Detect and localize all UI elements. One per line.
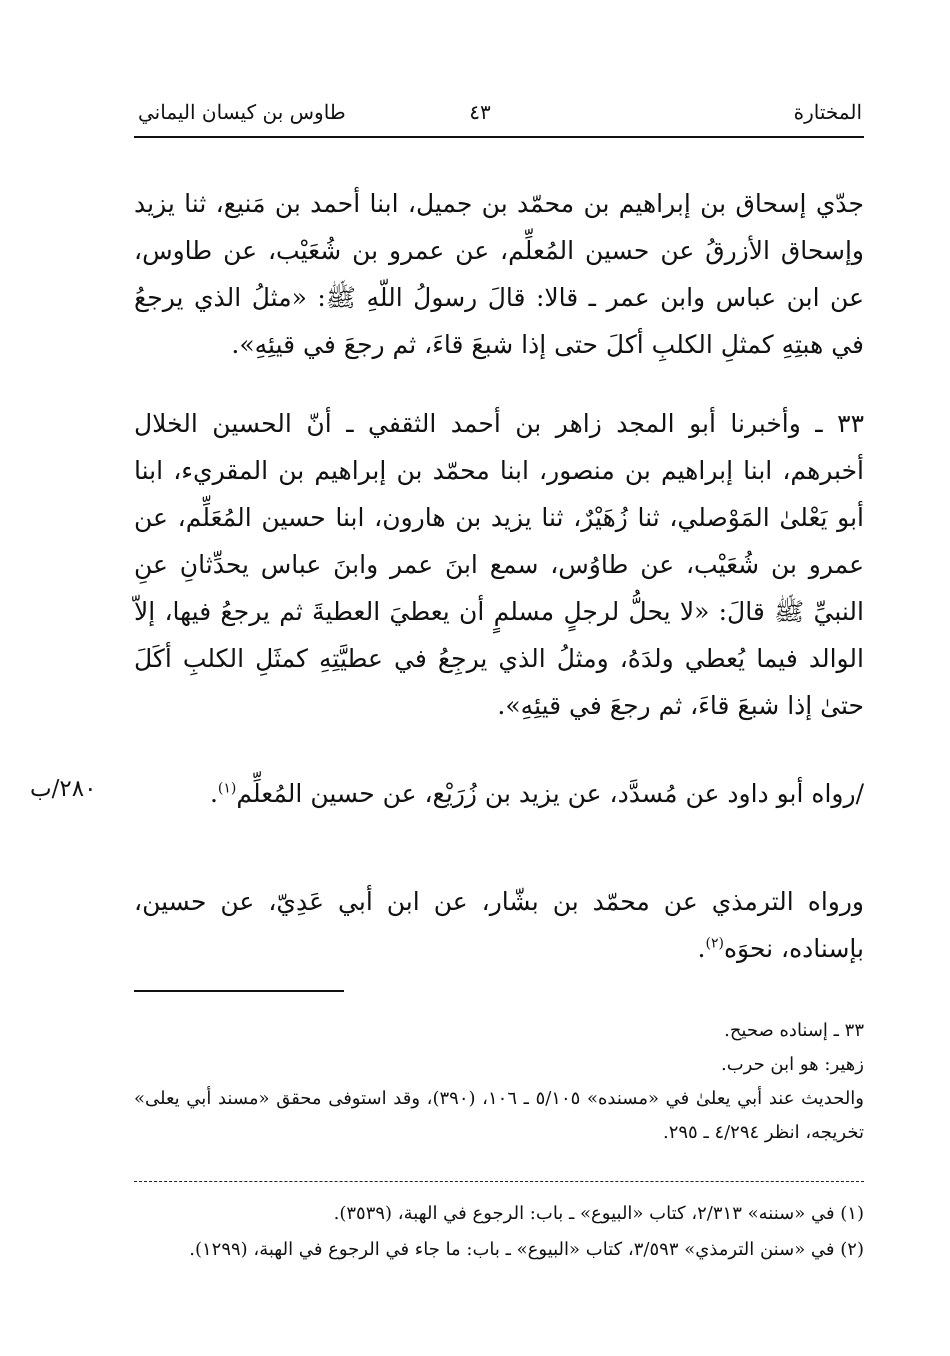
paragraph-4 — [134, 878, 864, 972]
footnote-rule — [134, 990, 344, 992]
paragraph-1-text: جدّي إسحاق بن إبراهيم بن محمّد بن جميل، ابنا أحمد بن مَنيع، ثنا يزيد وإسحاق الأزرقُ عن حسين المُعلِّم، عن عمرو بن شُعَيْب، عن طاوس، عن ابن عباس وابن عمر ـ قالا: قالَ رسولُ اللّهِ ﷺ: «مثلُ الذي يرجعُ في هبتِهِ كمثلِ الكلبِ أكلَ حتى إذا شبعَ قاءَ، ثم رجعَ في قيئِهِ». — [134, 189, 864, 359]
endnotes — [134, 1196, 864, 1268]
hadith-commentary — [134, 1014, 864, 1150]
note-2: (٢) في «سنن الترمذي» ٣/٥٩٣، كتاب «البيوع» ـ باب: ما جاء في الرجوع في الهبة، (١٢٩٩). — [189, 1239, 864, 1260]
commentary-line: ٣٣ ـ إسناده صحيح. — [724, 1020, 864, 1041]
paragraph-4-period: . — [697, 934, 706, 963]
paragraph-1 — [134, 180, 864, 368]
page-number: ٤٣ — [469, 100, 491, 124]
notes-separator — [134, 1181, 864, 1182]
note-1: (١) في «سننه» ٢/٣١٣، كتاب «البيوع» ـ باب: الرجوع في الهبة، (٣٥٣٩). — [333, 1203, 864, 1224]
running-head: طاوس بن كيسان اليماني — [138, 100, 346, 124]
paragraph-2-text: ٣٣ ـ وأخبرنا أبو المجد زاهر بن أحمد الثقفي ـ أنّ الحسين الخلال أخبرهم، ابنا إبراهيم بن منصور، ابنا محمّد بن إبراهيم بن المقريء، ابنا أبو يَعْلىٰ المَوْصلي، ثنا زُهَيْرٌ، ثنا يزيد بن هارون، ابنا حسين المُعَلِّم، عن عمرو بن شُعَيْب، عن طاوُس، سمع ابنَ عمر وابنَ عباس يحدِّثانِ عنِ النبيِّ ﷺ قالَ: «لا يحلُّ لرجلٍ مسلمٍ أن يعطيَ العطيةَ ثم يرجعُ فيها، إلاّ الوالد فيما يُعطي ولدَهُ، ومثلُ الذي يرجِعُ في عطيَّتِهِ كمثَلِ الكلبِ أكَلَ حتىٰ إذا شبعَ قاءَ، ثم رجعَ في قيئِهِ». — [134, 409, 865, 720]
paragraph-3-period: . — [209, 779, 218, 808]
paragraph-2 — [134, 400, 864, 729]
commentary-line: زهير: هو ابن حرب. — [720, 1054, 864, 1075]
paragraph-3-line — [134, 770, 864, 817]
commentary-line: والحديث عند أبي يعلىٰ في «مسنده» ٥/١٠٥ ـ ١٠٦، (٣٩٠)، وقد استوفى محقق «مسند أبي يعلى» تخريجه، انظر ٤/٢٩٤ ـ ٢٩٥. — [134, 1088, 865, 1143]
footnote-ref-2[interactable]: (٢) — [705, 935, 724, 952]
section-title: المختارة — [793, 100, 862, 124]
paragraph-3 — [134, 770, 864, 817]
paragraph-4-text: ورواه الترمذي عن محمّد بن بشّار، عن ابن أبي عَدِيّ، عن حسين، بإسناده، نحوَه — [134, 887, 864, 963]
paragraph-4-line — [134, 878, 864, 972]
paragraph-3-text: /رواه أبو داود عن مُسدَّد، عن يزيد بن زُرَيْع، عن حسين المُعلِّم — [236, 779, 864, 808]
footnote-ref-1[interactable]: (١) — [217, 780, 237, 797]
header-rule — [134, 136, 864, 138]
margin-folio-note: ٢٨٠/ب — [30, 776, 97, 802]
